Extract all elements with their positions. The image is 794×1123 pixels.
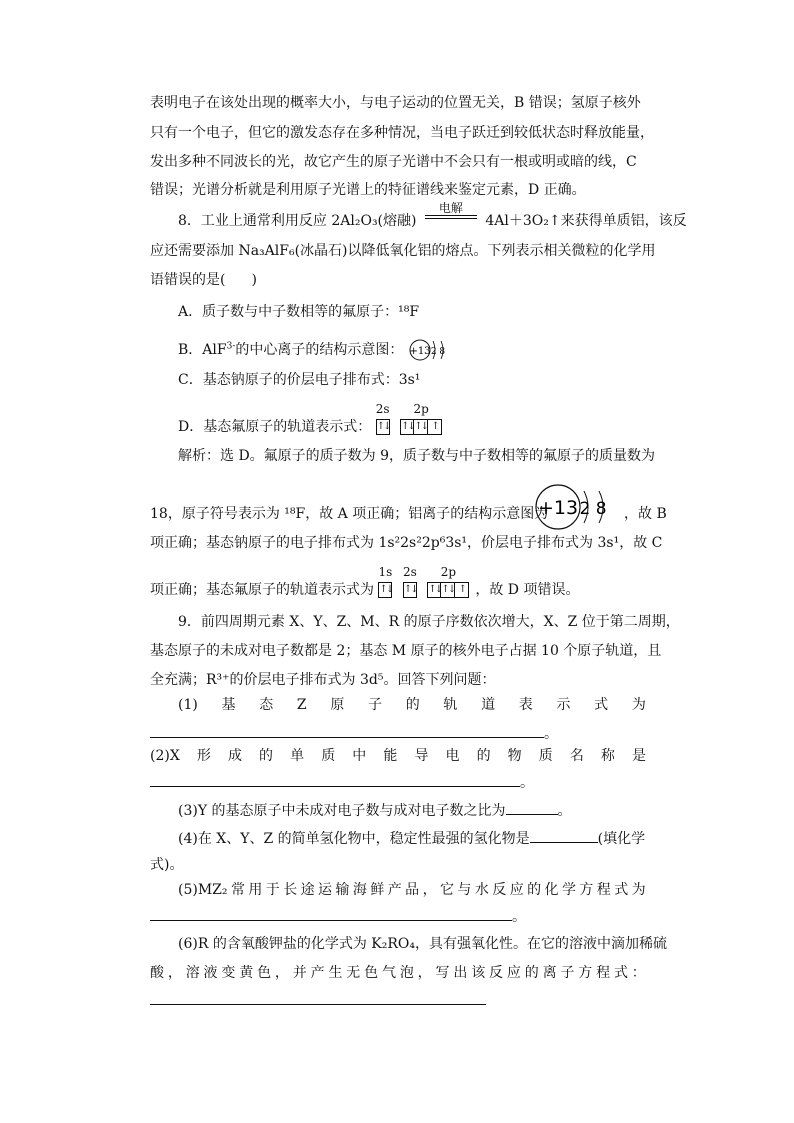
word: 导 [414,748,429,764]
orbital-label: 2s [403,565,417,579]
word: 式 [594,697,609,713]
word: 品 [405,882,420,898]
orbital-box: ↑ [428,419,442,435]
word: 产 [310,965,325,981]
subquestion-1 [178,695,646,715]
orbital-1s [378,565,393,600]
option-a [178,302,646,322]
answer-blank[interactable] [150,723,544,738]
option-b-text: B．AlF [178,342,227,358]
word: 化 [544,882,559,898]
word: 是 [631,748,646,764]
text: 项正确；基态氟原子的轨道表示式为 [150,582,374,598]
word: 溶 [185,965,200,981]
word: 与 [457,882,472,898]
word: 电 [445,748,460,764]
word: 程 [596,882,611,898]
word: 并 [292,965,307,981]
aluminium-ion-diagram-large [531,482,623,532]
word: 液 [203,965,218,981]
word: 的 [476,748,491,764]
orbital-box: ↑ [455,582,469,598]
word: 离 [542,965,557,981]
answer-blank[interactable] [506,800,558,815]
word: 单 [290,748,305,764]
solution-line [150,497,667,524]
answer-line-6 [150,990,646,1011]
text: ，故 D 项错误。 [475,582,580,598]
option-a-text: A．质子数与中子数相等的氟原子： [178,304,399,320]
word: 物 [507,748,522,764]
answer-line-5 [150,906,646,927]
shell-electrons: 2 8 [579,499,607,519]
charge-superscript: 3- [226,341,236,352]
text: ，故 B [624,506,667,522]
question-8-end [150,270,646,290]
word: 质 [538,748,553,764]
text: 18，原子符号表示为 ¹⁸F，故 A 项正确；铝离子的结构示意图为 [150,506,549,522]
word: 运 [318,882,333,898]
reaction-condition-arrow [421,201,481,231]
word: 生 [328,965,343,981]
answer-blank[interactable] [150,772,520,787]
word: 程 [596,965,611,981]
subquestion-6: (6)R 的含氧酸钾盐的化学式为 K₂RO₄，具有强氧化性。在它的溶液中滴加稀硫 [178,936,667,952]
word: 子 [368,697,383,713]
solution-line [150,565,646,600]
aluminium-ion-diagram-small [408,338,454,362]
word: Z [296,697,307,713]
word: 称 [600,748,615,764]
word: (1) [178,697,198,713]
word: 无 [346,965,361,981]
solution-line: 解析：选 D。氟原子的质子数为 9，质子数与中子数相等的氟原子的质量数为 [178,448,656,464]
word: 名 [569,748,584,764]
subquestion-5 [178,880,646,900]
word: 反 [492,882,507,898]
answer-line-2 [150,772,646,793]
text-line: 应还需要添加 Na₃AlF₆(冰晶石)以降低氧化铝的熔点。下列表示相关微粒的化学用 [150,243,656,259]
orbital-label: 2s [375,402,390,416]
word: 气 [381,965,396,981]
word: 它 [440,882,454,898]
subquestion-4 [178,828,646,849]
word: 中 [352,748,367,764]
text: 。 [520,775,534,791]
word: 泡 [399,965,414,981]
orbital-box: ↑↓ [403,582,417,598]
word: 的 [527,882,542,898]
word: 的 [405,697,420,713]
subquestion-2 [150,746,646,766]
shell-electrons: 2 8 [430,347,445,357]
orbital-2s [403,565,417,600]
subquestion-3 [178,800,646,821]
word: ： [631,965,646,981]
word: 基 [221,697,236,713]
word: 黄 [239,965,254,981]
text: 。 [512,909,526,925]
word: 海 [352,882,367,898]
word: 式 [614,882,629,898]
orbital-2s [375,402,390,437]
word: 输 [335,882,350,898]
text: 。 [557,803,572,819]
word: 的 [524,965,539,981]
word: 用 [248,882,263,898]
text-line: 全充满；R³⁺的价层电子排布式为 3d⁵。回答下列问题： [150,672,496,688]
word: 轨 [443,697,458,713]
text-line: 表明电子在该处出现的概率大小，与电子运动的位置无关，B 错误；氢原子核外 [150,95,641,111]
word: 反 [489,965,504,981]
nucleus-label: +13 [409,346,431,357]
subquestion-6-line-2 [150,963,646,983]
word: 该 [471,965,486,981]
text: ) [251,272,257,288]
word: 产 [387,882,402,898]
word: 方 [578,965,593,981]
word: (2)X [150,748,180,764]
word: 写 [435,965,450,981]
option-d [178,402,646,437]
word: 表 [518,697,533,713]
word: 出 [453,965,468,981]
word: ， [274,965,289,981]
option-d-text: D．基态氟原子的轨道表示式： [178,419,372,435]
orbital-label: 1s [378,565,393,579]
solution-line: 项正确；基态钠原子的电子排布式为 1s²2s²2p⁶3s¹，价层电子排布式为 3s¹，故 C [150,535,663,551]
text-line: 式)。 [150,857,184,873]
option-c: C．基态钠原子的价层电子排布式：3s¹ [178,372,421,388]
orbital-box: ↑↓ [414,419,428,435]
answer-blank[interactable] [150,990,486,1005]
word: ， [167,965,182,981]
word: 为 [631,882,646,898]
answer-line-1 [150,723,646,744]
question-9-stem: 9．前四周期元素 X、Y、Z、M、R 的原子序数依次增大，X、Z 位于第二周期， [178,614,680,630]
word: 成 [227,748,242,764]
text: 4Al＋3O₂↑来获得单质铝，该反 [485,213,687,229]
orbital-box: ↑↓ [376,419,390,435]
fluorine-symbol: ¹⁸F [398,304,420,320]
option-b [178,338,646,362]
question-8-stem [178,201,687,231]
answer-blank[interactable] [530,828,598,843]
orbital-box: ↑↓ [441,582,455,598]
text-line: 只有一个电子，但它的激发态存在多种情况，当电子跃迁到较低状态时释放能量， [150,125,654,141]
word: 色 [364,965,379,981]
word: 应 [509,882,524,898]
word: 子 [560,965,575,981]
word: 途 [300,882,315,898]
orbital-box: ↑↓ [427,582,441,598]
word: 为 [631,697,646,713]
orbital-box: ↑↓ [378,582,392,598]
word: 示 [556,697,571,713]
word: ， [417,965,432,981]
answer-blank[interactable] [150,906,512,921]
orbital-2p [400,402,442,437]
word: 水 [474,882,489,898]
nucleus-label: +13 [537,497,579,519]
word: 长 [283,882,298,898]
word: 鲜 [370,882,385,898]
word: 道 [481,697,496,713]
word: 原 [330,697,345,713]
word: 方 [579,882,594,898]
orbital-label: 2p [440,565,457,579]
word: 酸 [150,965,164,981]
text-line: 发出多种不同波长的光，故它产生的原子光谱中不会只有一根或明或暗的线，C [150,154,637,170]
word: 的 [259,748,274,764]
word: 色 [257,965,272,981]
word: ， [422,882,437,898]
word: 态 [259,697,274,713]
word: 学 [561,882,576,898]
word: 能 [383,748,398,764]
orbital-2p [427,565,469,600]
text: 。 [544,726,558,742]
equals-sign [425,215,477,219]
orbital-label: 2p [413,402,429,416]
text-line: 错误；光谱分析就是利用原子光谱上的特征谱线来鉴定元素，D 正确。 [150,182,586,198]
word: 形 [196,748,211,764]
orbital-box: ↑↓ [400,419,414,435]
text: (填化学 [597,831,646,847]
text: (3)Y 的基态原子中未成对电子数与成对电子数之比为 [178,803,506,819]
text: 8．工业上通常利用反应 2Al₂O₃(熔融) [178,213,417,229]
word: 式 [613,965,628,981]
word: 变 [221,965,236,981]
option-b-text: 的中心离子的结构示意图： [235,342,404,358]
word: (5)MZ₂ [178,882,228,898]
text: 语错误的是( [150,272,226,288]
reaction-condition: 电解 [438,201,463,215]
word: 于 [265,882,280,898]
word: 常 [230,882,245,898]
text-line: 基态原子的未成对电子数都是 2；基态 M 原子的核外电子占据 10 个原子轨道，且 [150,643,662,659]
text: (4)在 X、Y、Z 的简单氢化物中，稳定性最强的氢化物是 [178,831,530,847]
word: 应 [506,965,521,981]
word: 质 [321,748,336,764]
